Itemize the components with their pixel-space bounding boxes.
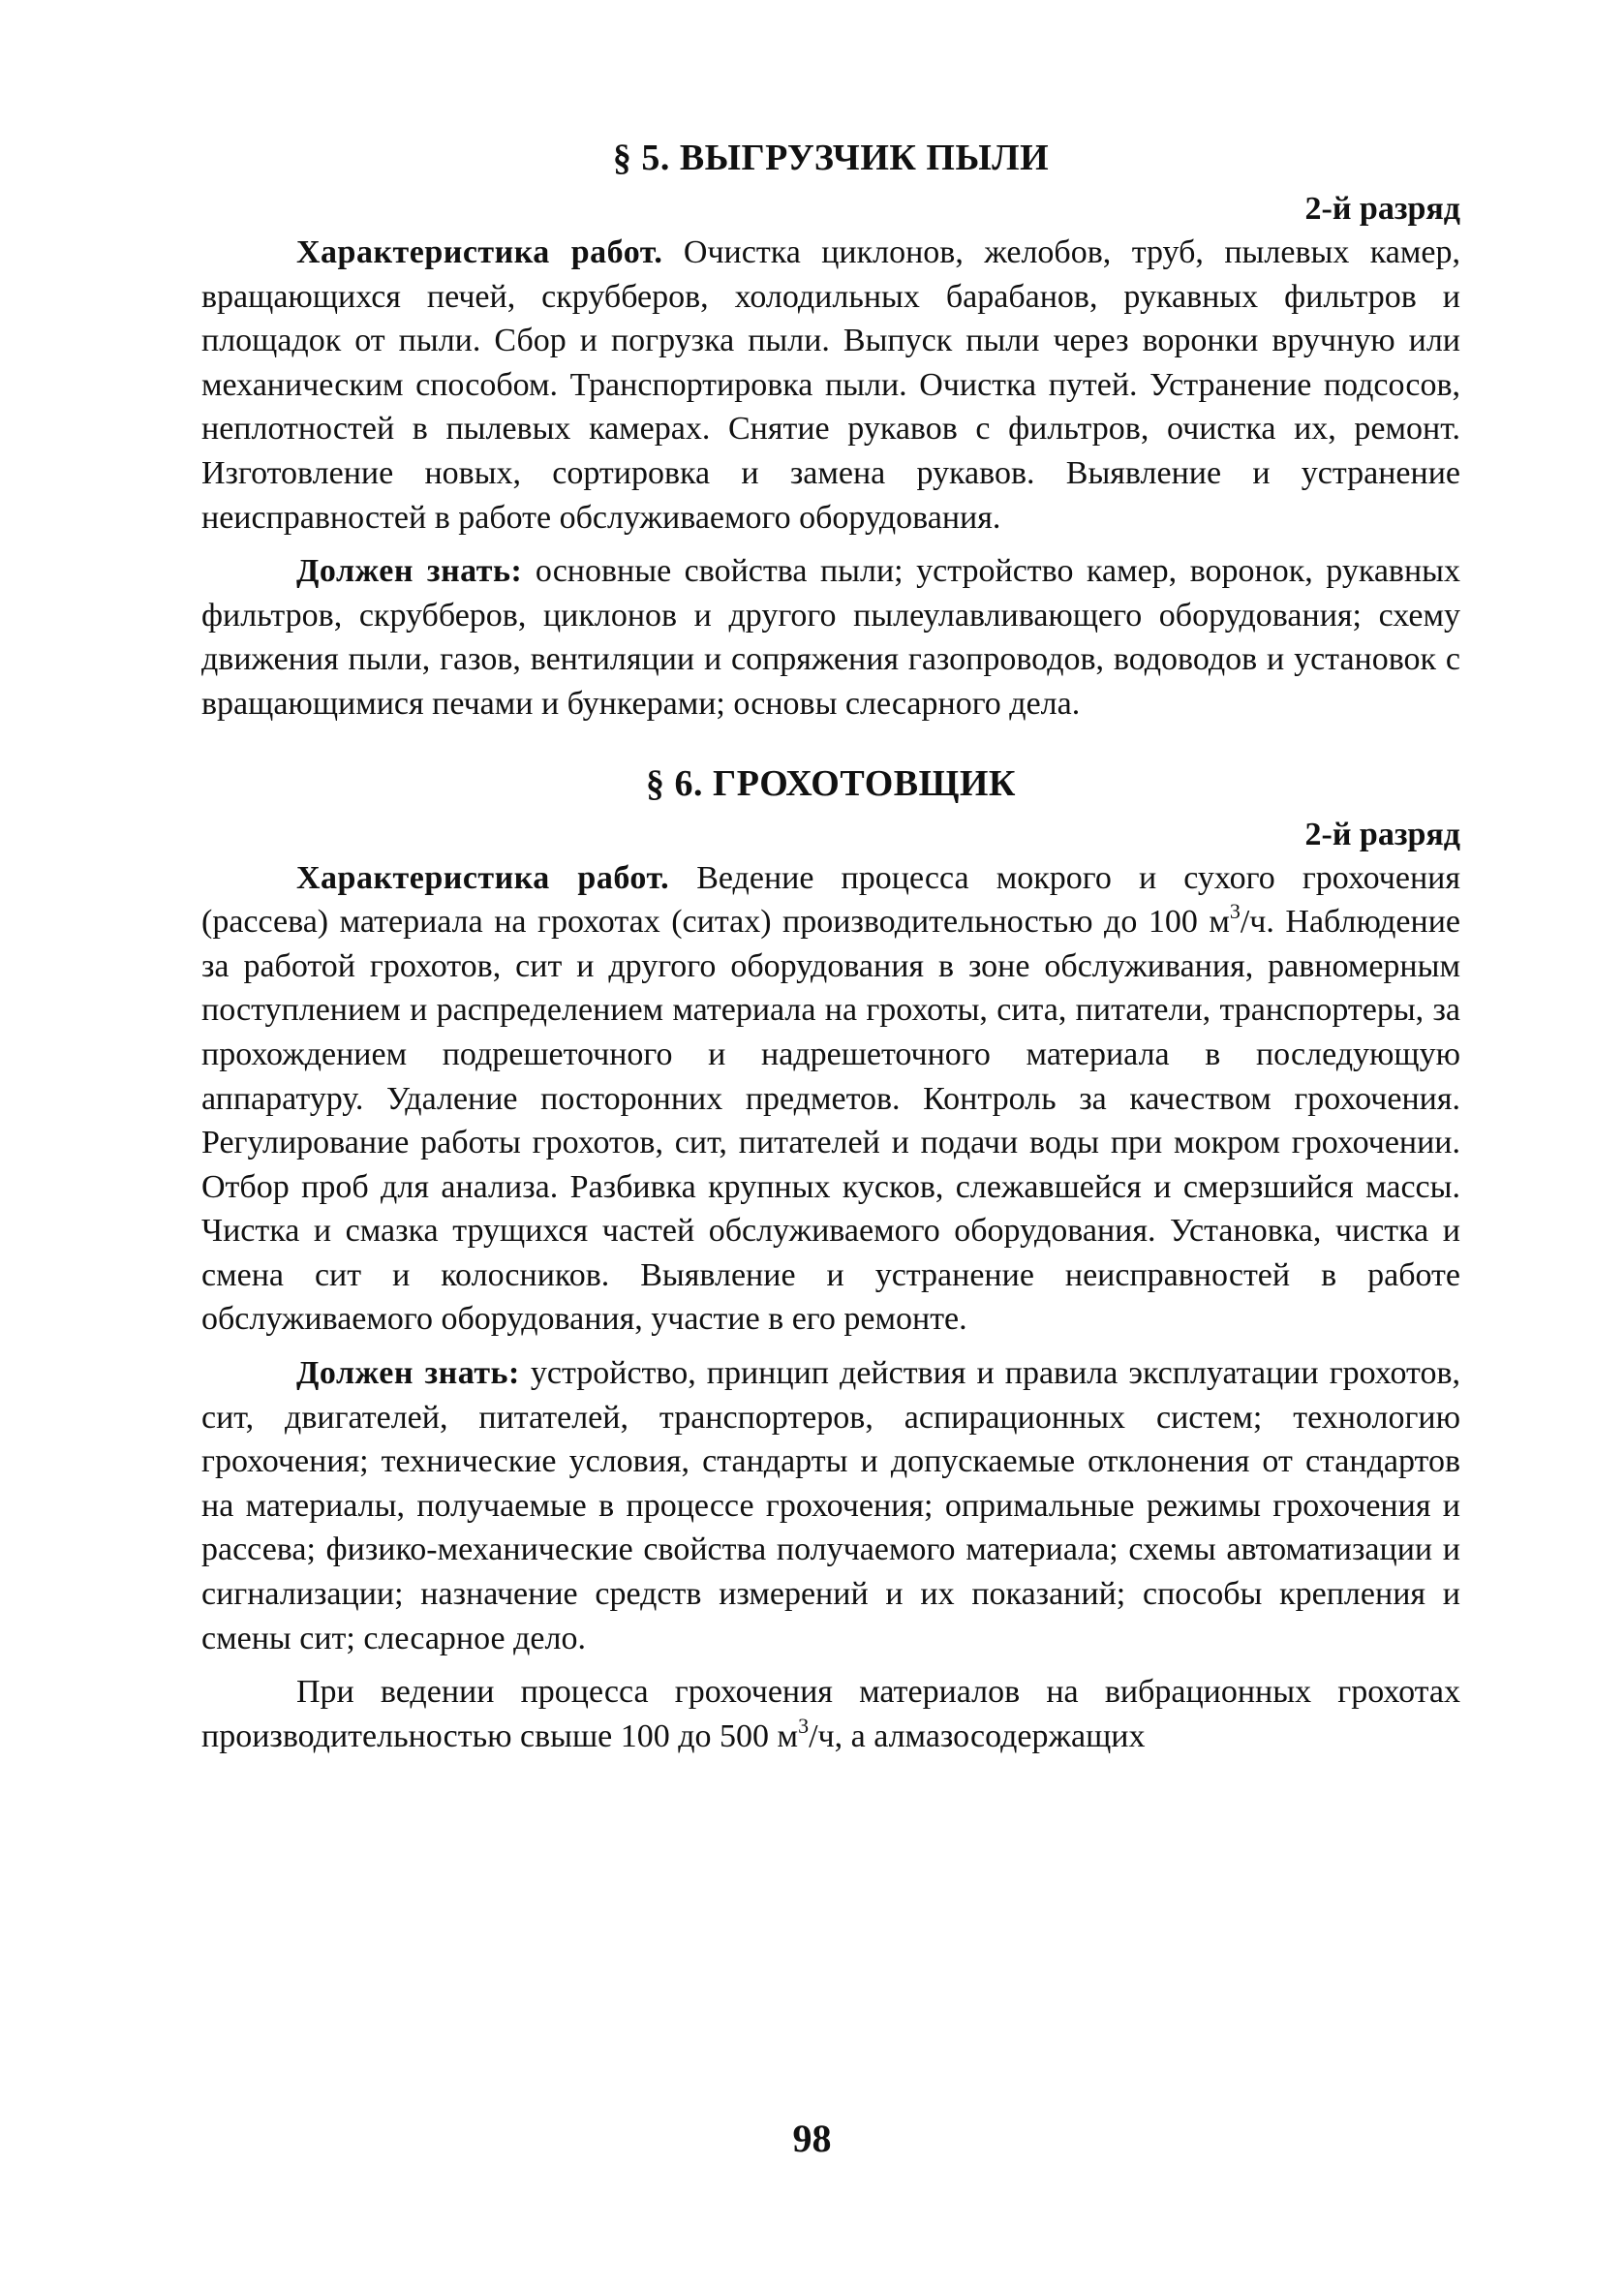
section-5-must-know [201, 549, 1460, 726]
work-characteristics-text: Очистка циклонов, желобов, труб, пылевых камер, вращающихся печей, скрубберов, холодильных барабанов, рукавных фильтров и площадок от пыли. Сбор и погрузка пыли. Выпуск пыли через воронки вручную или механическим способом. Транспортировка пыли. Очистка путей. Устранение подсосов, неплотностей в пылевых камерах. Снятие рукавов с фильтров, очистка их, ремонт. Изготовление новых, сортировка и замена рукавов. Выявление и устранение неисправностей в работе обслуживаемого оборудования. [201, 234, 1461, 536]
superscript-cubic: 3 [1229, 899, 1241, 924]
section-6-grade: 2-й разряд [1304, 816, 1460, 852]
must-know-heading: Должен знать: [296, 1355, 520, 1392]
must-know-heading: Должен знать: [296, 553, 523, 590]
additional-text: При ведении процесса грохочения материалов на вибрационных грохотах производительностью свыше 100 до 500 м [201, 1674, 1460, 1754]
document-page [201, 136, 1460, 1758]
section-5-work-characteristics [201, 231, 1460, 540]
section-6 [201, 761, 1460, 1759]
superscript-cubic: 3 [798, 1713, 810, 1738]
section-5 [201, 136, 1460, 727]
work-characteristics-heading: Характеристика работ. [296, 234, 663, 270]
must-know-text: устройство, принцип действия и правила эксплуатации грохотов, сит, двигателей, питателей, транспортеров, аспирационных систем; технологию грохочения; технические условия, стандарты и допускаемые отклонения от стандартов на материалы, получаемые в процессе грохочения; опримальные режимы грохочения и рассева; физико-механические свойства получаемого материала; схемы автоматизации и сигнализации; назначение средств измерений и их показаний; способы крепления и смены сит; слесарное дело. [201, 1355, 1461, 1656]
page-number: 98 [792, 2117, 832, 2160]
section-6-additional-paragraph [201, 1670, 1460, 1758]
section-6-work-characteristics [201, 856, 1460, 1343]
work-characteristics-text: Ведение процесса мокрого и сухого грохочения (рассева) материала на грохотах (ситах) производительностью до 100 м [201, 859, 1461, 941]
must-know-text: основные свойства пыли; устройство камер, воронок, рукавных фильтров, скрубберов, циклонов и другого пылеулавливающего оборудования; схему движения пыли, газов, вентиляции и сопряжения газопроводов, водоводов и установок с вращающимися печами и бункерами; основы слесарного дела. [201, 553, 1461, 722]
section-6-title: § 6. ГРОХОТОВЩИК [646, 762, 1016, 804]
work-characteristics-heading: Характеристика работ. [296, 859, 670, 896]
additional-text-cont: /ч, а алмазосодержащих [809, 1717, 1146, 1754]
section-5-title: § 5. ВЫГРУЗЧИК ПЫЛИ [612, 138, 1050, 178]
section-5-grade: 2-й разряд [1304, 191, 1460, 227]
section-6-must-know [201, 1351, 1460, 1660]
work-characteristics-text-cont: /ч. Наблюдение за работой грохотов, сит и другого оборудования в зоне обслуживания, равномерным поступлением и распределением материала на грохоты, сита, питатели, транспортеры, за прохождением подрешеточного и надрешеточного материала в последующую аппаратуру. Удаление посторонних предметов. Контроль за качеством грохочения. Регулирование работы грохотов, сит, питателей и подачи воды при мокром грохочении. Отбор проб для анализа. Разбивка крупных кусков, слежавшейся и смерзшийся массы. Чистка и смазка трущихся частей обслуживаемого оборудования. Установка, чистка и смена сит и колосников. Выявление и устранение неисправностей в работе обслуживаемого оборудования, участие в его ремонте. [201, 904, 1461, 1338]
